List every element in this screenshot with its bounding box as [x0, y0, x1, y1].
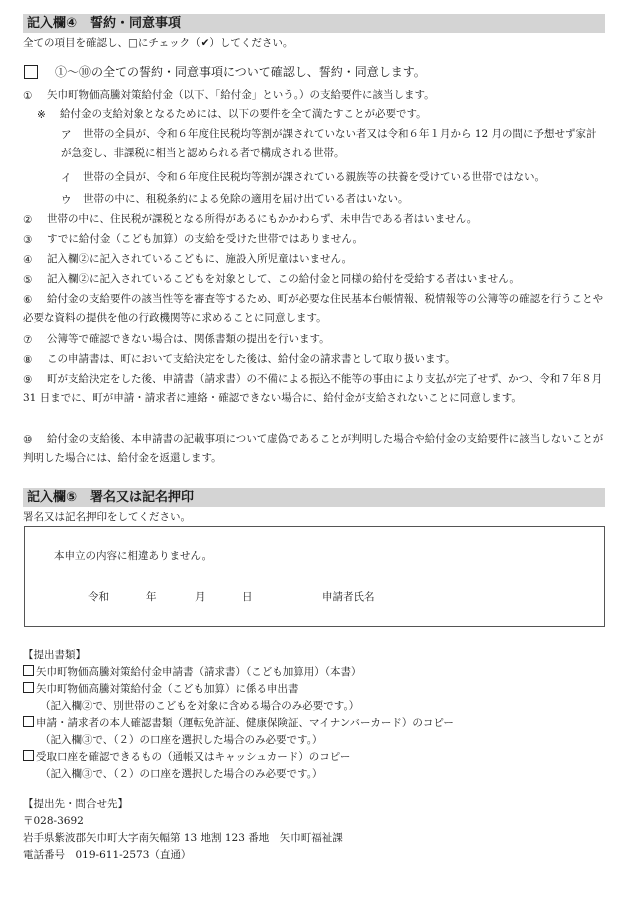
doc4-text: 受取口座を確認できるもの（通帳又はキャッシュカード）のコピー: [36, 751, 351, 763]
contact-address: 岩手県紫波郡矢巾町大字南矢幅第 13 地割 123 番地 矢巾町福祉課: [23, 832, 343, 844]
doc2-text: 矢巾町物価高騰対策給付金（こども加算）に係る申出書: [36, 683, 299, 695]
date-day-label[interactable]: 日: [242, 591, 253, 603]
section5-title: 記入欄⑤ 署名又は記名押印: [27, 490, 195, 505]
item-1-number: ①: [23, 90, 33, 102]
req-a-mark: ア: [61, 129, 72, 141]
req-a-text: 世帯の全員が、令和６年度住民税均等割が課されていない者又は令和６年１月から 12 月の間に予想せず家計が急変し、非課税に相当と認められる者で構成される世帯。: [61, 128, 597, 159]
section4-title: 記入欄④ 誓約・同意事項: [27, 16, 182, 31]
item-4-number: ④: [23, 254, 33, 266]
document-item: [23, 715, 454, 732]
note-text: 給付金の支給対象となるためには、以下の要件を全て満たすことが必要です。: [60, 108, 427, 120]
item-4-text: 記入欄②に記入されているこどもに、施設入所児童はいません。: [47, 253, 353, 265]
section5-header: [23, 488, 605, 507]
agree-label: ①〜⑩の全ての誓約・同意事項について確認し、誓約・同意します。: [55, 65, 426, 79]
document-item: [23, 749, 350, 766]
applicant-name-label[interactable]: 申請者氏名: [322, 591, 375, 603]
item-3-text: すでに給付金（こども加算）の支給を受けた世帯ではありません。: [47, 233, 363, 245]
contact-postal: 〒028-3692: [23, 815, 84, 827]
item-2-text: 世帯の中に、住民税が課税となる所得があるにもかかわらず、未申告である者はいません。: [47, 213, 478, 225]
item-7-number: ⑦: [23, 334, 33, 346]
item-6-number: ⑥: [23, 294, 33, 306]
doc3-checkbox[interactable]: [23, 716, 34, 727]
item-6-text: 給付金の支給要件の該当性等を審査等するため、町が必要な住民基本台帳情報、税情報等の公簿等の確認を行うことや必要な資料の提供を他の行政機関等に求めることに同意します。: [23, 293, 604, 324]
doc1-checkbox[interactable]: [23, 665, 34, 676]
req-c-text: 世帯の中に、租税条約による免除の適用を届け出ている者はいない。: [83, 193, 409, 205]
item-10-text: 給付金の支給後、本申請書の記載事項について虚偽であることが判明した場合や給付金の支給要件に該当しないことが判明した場合には、給付金を返還します。: [23, 433, 604, 464]
section5-instruction: 署名又は記名押印をしてください。: [23, 511, 191, 523]
req-b-mark: イ: [61, 172, 72, 184]
doc2-checkbox[interactable]: [23, 682, 34, 693]
contact-phone: 電話番号 019-611-2573（直通）: [23, 849, 192, 861]
note-mark: ※: [37, 109, 46, 121]
doc3-note: （記入欄③で、（２）の口座を選択した場合のみ必要です。）: [40, 734, 323, 746]
item-9-number: ⑨: [23, 374, 33, 386]
req-c-mark: ウ: [61, 194, 72, 206]
req-b-text: 世帯の全員が、令和６年度住民税均等割が課されている親族等の扶養を受けている世帯ではない。: [83, 171, 545, 183]
signature-box: [24, 526, 605, 627]
document-item: [23, 681, 299, 698]
item-5-number: ⑤: [23, 274, 33, 286]
item-9-text: 町が支給決定をした後、申請書（請求書）の不備による振込不能等の事由により支払が完了せず、かつ、令和７年８月 31 日までに、町が申請・請求者に連絡・確認できない場合に、給付金が支給されないことに同意します。: [23, 373, 603, 404]
date-year-label[interactable]: 年: [146, 591, 157, 603]
item-3-number: ③: [23, 234, 33, 246]
document-item: [23, 664, 362, 681]
section4-header: [23, 14, 605, 33]
declaration-statement: 本申立の内容に相違ありません。: [54, 550, 213, 562]
item-2-number: ②: [23, 214, 33, 226]
doc3-text: 申請・請求者の本人確認書類（運転免許証、健康保険証、マイナンバーカード）のコピー: [36, 717, 454, 729]
item-1-text: 矢巾町物価高騰対策給付金（以下、「給付金」という。）の支給要件に該当します。: [47, 89, 435, 101]
contact-heading: 【提出先・問合せ先】: [23, 798, 128, 810]
doc2-note: （記入欄②で、別世帯のこどもを対象に含める場合のみ必要です。）: [40, 700, 360, 712]
agree-checkbox[interactable]: [24, 65, 38, 79]
date-era-label: 令和: [88, 591, 109, 603]
item-8-text: この申請書は、町において支給決定をした後は、給付金の請求書として取り扱います。: [47, 353, 456, 365]
item-7-text: 公簿等で確認できない場合は、関係書類の提出を行います。: [47, 333, 330, 345]
doc1-text: 矢巾町物価高騰対策給付金申請書（請求書）（こども加算用）（本書）: [36, 666, 362, 678]
item-5-text: 記入欄②に記入されているこどもを対象として、この給付金と同様の給付を受給する者はいません。: [47, 273, 520, 285]
item-8-number: ⑧: [23, 354, 33, 366]
documents-heading: 【提出書類】: [23, 649, 86, 661]
doc4-checkbox[interactable]: [23, 750, 34, 761]
item-10-number: ⑩: [23, 434, 33, 446]
doc4-note: （記入欄③で、（２）の口座を選択した場合のみ必要です。）: [40, 768, 323, 780]
date-month-label[interactable]: 月: [195, 591, 206, 603]
section4-instruction: 全ての項目を確認し、□にチェック（✔）してください。: [23, 37, 294, 49]
